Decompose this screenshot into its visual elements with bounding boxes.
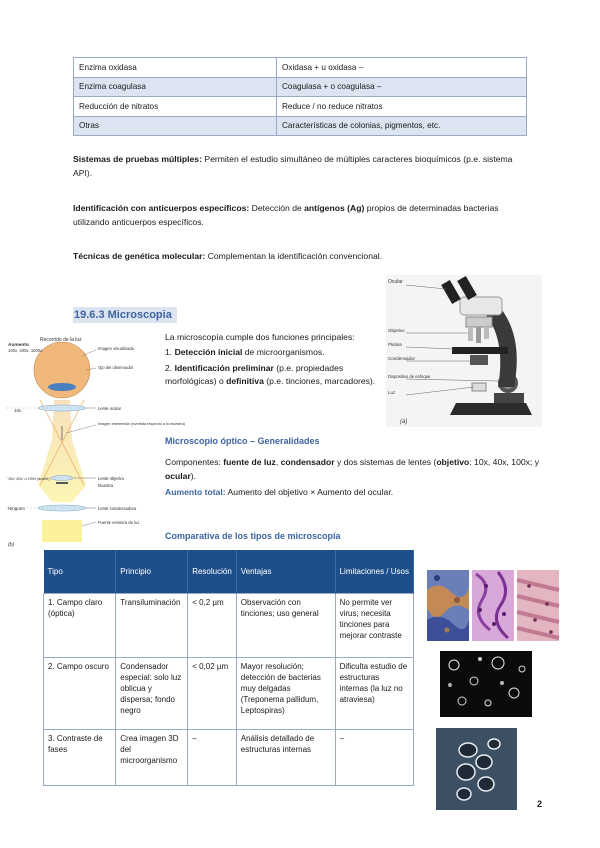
label-10x: 10x bbox=[14, 408, 22, 413]
table-cell: Transiluminación bbox=[116, 593, 188, 657]
point-number: 2. bbox=[165, 362, 175, 373]
label-objetivo: Objetivo bbox=[388, 328, 405, 333]
point-1 bbox=[165, 346, 390, 359]
point-text: de microorganismos. bbox=[242, 347, 325, 358]
table-cell: Características de colonias, pigmentos, etc. bbox=[277, 116, 527, 136]
text-run: Componentes: bbox=[165, 457, 224, 467]
table-cell: Condensador especial: solo luz oblicua y dispersa; fondo negro bbox=[116, 657, 188, 729]
label-objetivo-values: 10x, 40x, o 100x (aceite) bbox=[8, 477, 50, 481]
page-number: 2 bbox=[537, 799, 543, 809]
label-aumento: Aumento bbox=[8, 343, 29, 348]
table-row bbox=[74, 77, 527, 97]
paragraph-sistemas bbox=[73, 152, 533, 180]
paragraph-text: propios de determinadas bacterias utilizando anticuerpos específicos. bbox=[73, 203, 499, 227]
table-cell: Análisis detallado de estructuras internas bbox=[236, 729, 335, 785]
table-cell: Enzima oxidasa bbox=[74, 58, 277, 78]
muscle-stain-micrograph bbox=[517, 570, 559, 641]
text-run: : 10x, 40x, 100x; y bbox=[469, 457, 540, 467]
figure-letter: (b) bbox=[8, 542, 15, 548]
section-title: 19.6.3 Microscopia bbox=[73, 307, 177, 323]
point-2 bbox=[165, 362, 390, 389]
term-label: Sistemas de pruebas múltiples: bbox=[73, 154, 202, 164]
table-cell: Coagulasa + o coagulasa – bbox=[277, 77, 527, 97]
label-fuente: Fuente emisora de luz bbox=[98, 520, 140, 525]
table-cell: < 0,2 µm bbox=[188, 593, 237, 657]
bold-term: antígenos (Ag) bbox=[304, 203, 365, 213]
label-recorrido: Recorrido de la luz bbox=[40, 337, 82, 343]
label-muestra: Muestra bbox=[98, 483, 114, 488]
table-cell: No permite ver virus; necesita tinciones para mejorar contraste bbox=[335, 593, 413, 657]
comparison-heading: Comparativa de los tipos de microscopía bbox=[165, 531, 341, 541]
table-row bbox=[74, 97, 527, 117]
table-cell: 1. Campo claro (óptica) bbox=[44, 593, 116, 657]
table-cell: Reduce / no reduce nitratos bbox=[277, 97, 527, 117]
microscopy-intro bbox=[165, 331, 390, 391]
term-label: Identificación con anticuerpos específicos: bbox=[73, 203, 250, 213]
paragraph-text: Permiten el estudio simultáneo de múltiples caracteres bioquímicos (p.e. sistema API). bbox=[73, 154, 513, 178]
table-cell: Oxidasa + u oxidasa – bbox=[277, 58, 527, 78]
table-cell: Dificulta estudio de estructuras internas (la luz no atraviesa) bbox=[335, 657, 413, 729]
bold-term: objetivo bbox=[436, 457, 470, 467]
label-ojo: Ojo del observador bbox=[98, 365, 134, 370]
label-aumento-values: 100x, 400x, 1000x bbox=[8, 348, 43, 353]
optical-microscope-heading: Microscopio óptico – Generalidades bbox=[165, 436, 320, 446]
text-run: y dos sistemas de lentes ( bbox=[334, 457, 437, 467]
table-cell: Observación con tinciones; uso general bbox=[236, 593, 335, 657]
table-cell: Reducción de nitratos bbox=[74, 97, 277, 117]
label-imagen-visualizada: Imagen visualizada bbox=[98, 346, 134, 351]
point-number: 1. bbox=[165, 347, 175, 358]
point-text: (p.e. propiedades morfológicas) o bbox=[165, 362, 344, 387]
point-text: (p.e. tinciones, marcadores). bbox=[263, 376, 376, 387]
text-run: ). bbox=[190, 471, 197, 481]
paragraph-text: Aumento del objetivo × Aumento del ocular. bbox=[225, 487, 394, 497]
microscope-photo bbox=[386, 275, 542, 427]
label-ninguno: Ninguno bbox=[8, 506, 25, 511]
intro-sentence: La microscopía cumple dos funciones principales: bbox=[165, 332, 355, 342]
label-luz: Luz bbox=[388, 390, 396, 395]
table-cell: Mayor resolución; detección de bacterias muy delgadas (Treponema pallidum, Leptospiras) bbox=[236, 657, 335, 729]
table-cell: 2. Campo oscuro bbox=[44, 657, 116, 729]
components-text bbox=[165, 455, 545, 483]
dark-field-micrograph bbox=[440, 651, 532, 717]
gram-stain-micrograph bbox=[427, 570, 469, 641]
bold-term: ocular bbox=[165, 471, 191, 481]
text-run: , bbox=[275, 457, 281, 467]
paragraph-identificacion bbox=[73, 201, 533, 229]
column-header: Resolución bbox=[188, 550, 237, 593]
column-header: Principio bbox=[116, 550, 188, 593]
label-platina: Platina bbox=[388, 342, 402, 347]
table-cell: 3. Contraste de fases bbox=[44, 729, 116, 785]
table-cell: – bbox=[335, 729, 413, 785]
label-lente-ocular: Lente ocular bbox=[98, 406, 122, 411]
paragraph-text: Complementan la identificación convencional. bbox=[205, 251, 383, 261]
microscopy-comparison-table bbox=[43, 550, 414, 786]
label-ocular: Ocular bbox=[388, 279, 403, 285]
table-cell: Otras bbox=[74, 116, 277, 136]
table-cell: – bbox=[188, 729, 237, 785]
label-lente-condensadora: Lente condensadora bbox=[98, 506, 137, 511]
column-header: Limitaciones / Usos bbox=[335, 550, 413, 593]
table-cell: < 0,02 µm bbox=[188, 657, 237, 729]
enzyme-test-table bbox=[73, 57, 527, 136]
label-imagen-intermedia: Imagen intermedia (invertida respecto a la muestra) bbox=[98, 422, 185, 426]
bold-term: definitiva bbox=[226, 376, 264, 387]
table-row bbox=[44, 729, 414, 785]
bold-term: Detección inicial bbox=[174, 347, 243, 358]
table-row bbox=[44, 657, 414, 729]
paragraph-text: Detección de bbox=[249, 203, 305, 213]
total-magnification bbox=[165, 487, 545, 497]
table-cell: Crea imagen 3D del microorganismo bbox=[116, 729, 188, 785]
column-header: Ventajas bbox=[236, 550, 335, 593]
label-lente-objetivo: Lente objetivo bbox=[98, 476, 125, 481]
table-row bbox=[74, 58, 527, 78]
bold-term: condensador bbox=[280, 457, 335, 467]
bold-term: fuente de luz bbox=[223, 457, 276, 467]
column-header: Tipo bbox=[44, 550, 116, 593]
table-cell: Enzima coagulasa bbox=[74, 77, 277, 97]
label-condensador: Condensador bbox=[388, 356, 416, 361]
phase-contrast-micrograph bbox=[436, 728, 517, 810]
paragraph-tecnicas bbox=[73, 249, 533, 263]
label-enfoque: Dispositivo de enfoque bbox=[388, 374, 431, 379]
term-label: Técnicas de genética molecular: bbox=[73, 251, 206, 261]
table-header-row bbox=[44, 550, 414, 593]
term-label: Aumento total: bbox=[165, 487, 226, 497]
figure-letter: (a) bbox=[400, 419, 408, 425]
table-row bbox=[74, 116, 527, 136]
bold-term: Identificación preliminar bbox=[174, 362, 274, 373]
table-row bbox=[44, 593, 414, 657]
tissue-stain-micrograph bbox=[472, 570, 514, 641]
light-path-diagram bbox=[6, 330, 185, 550]
